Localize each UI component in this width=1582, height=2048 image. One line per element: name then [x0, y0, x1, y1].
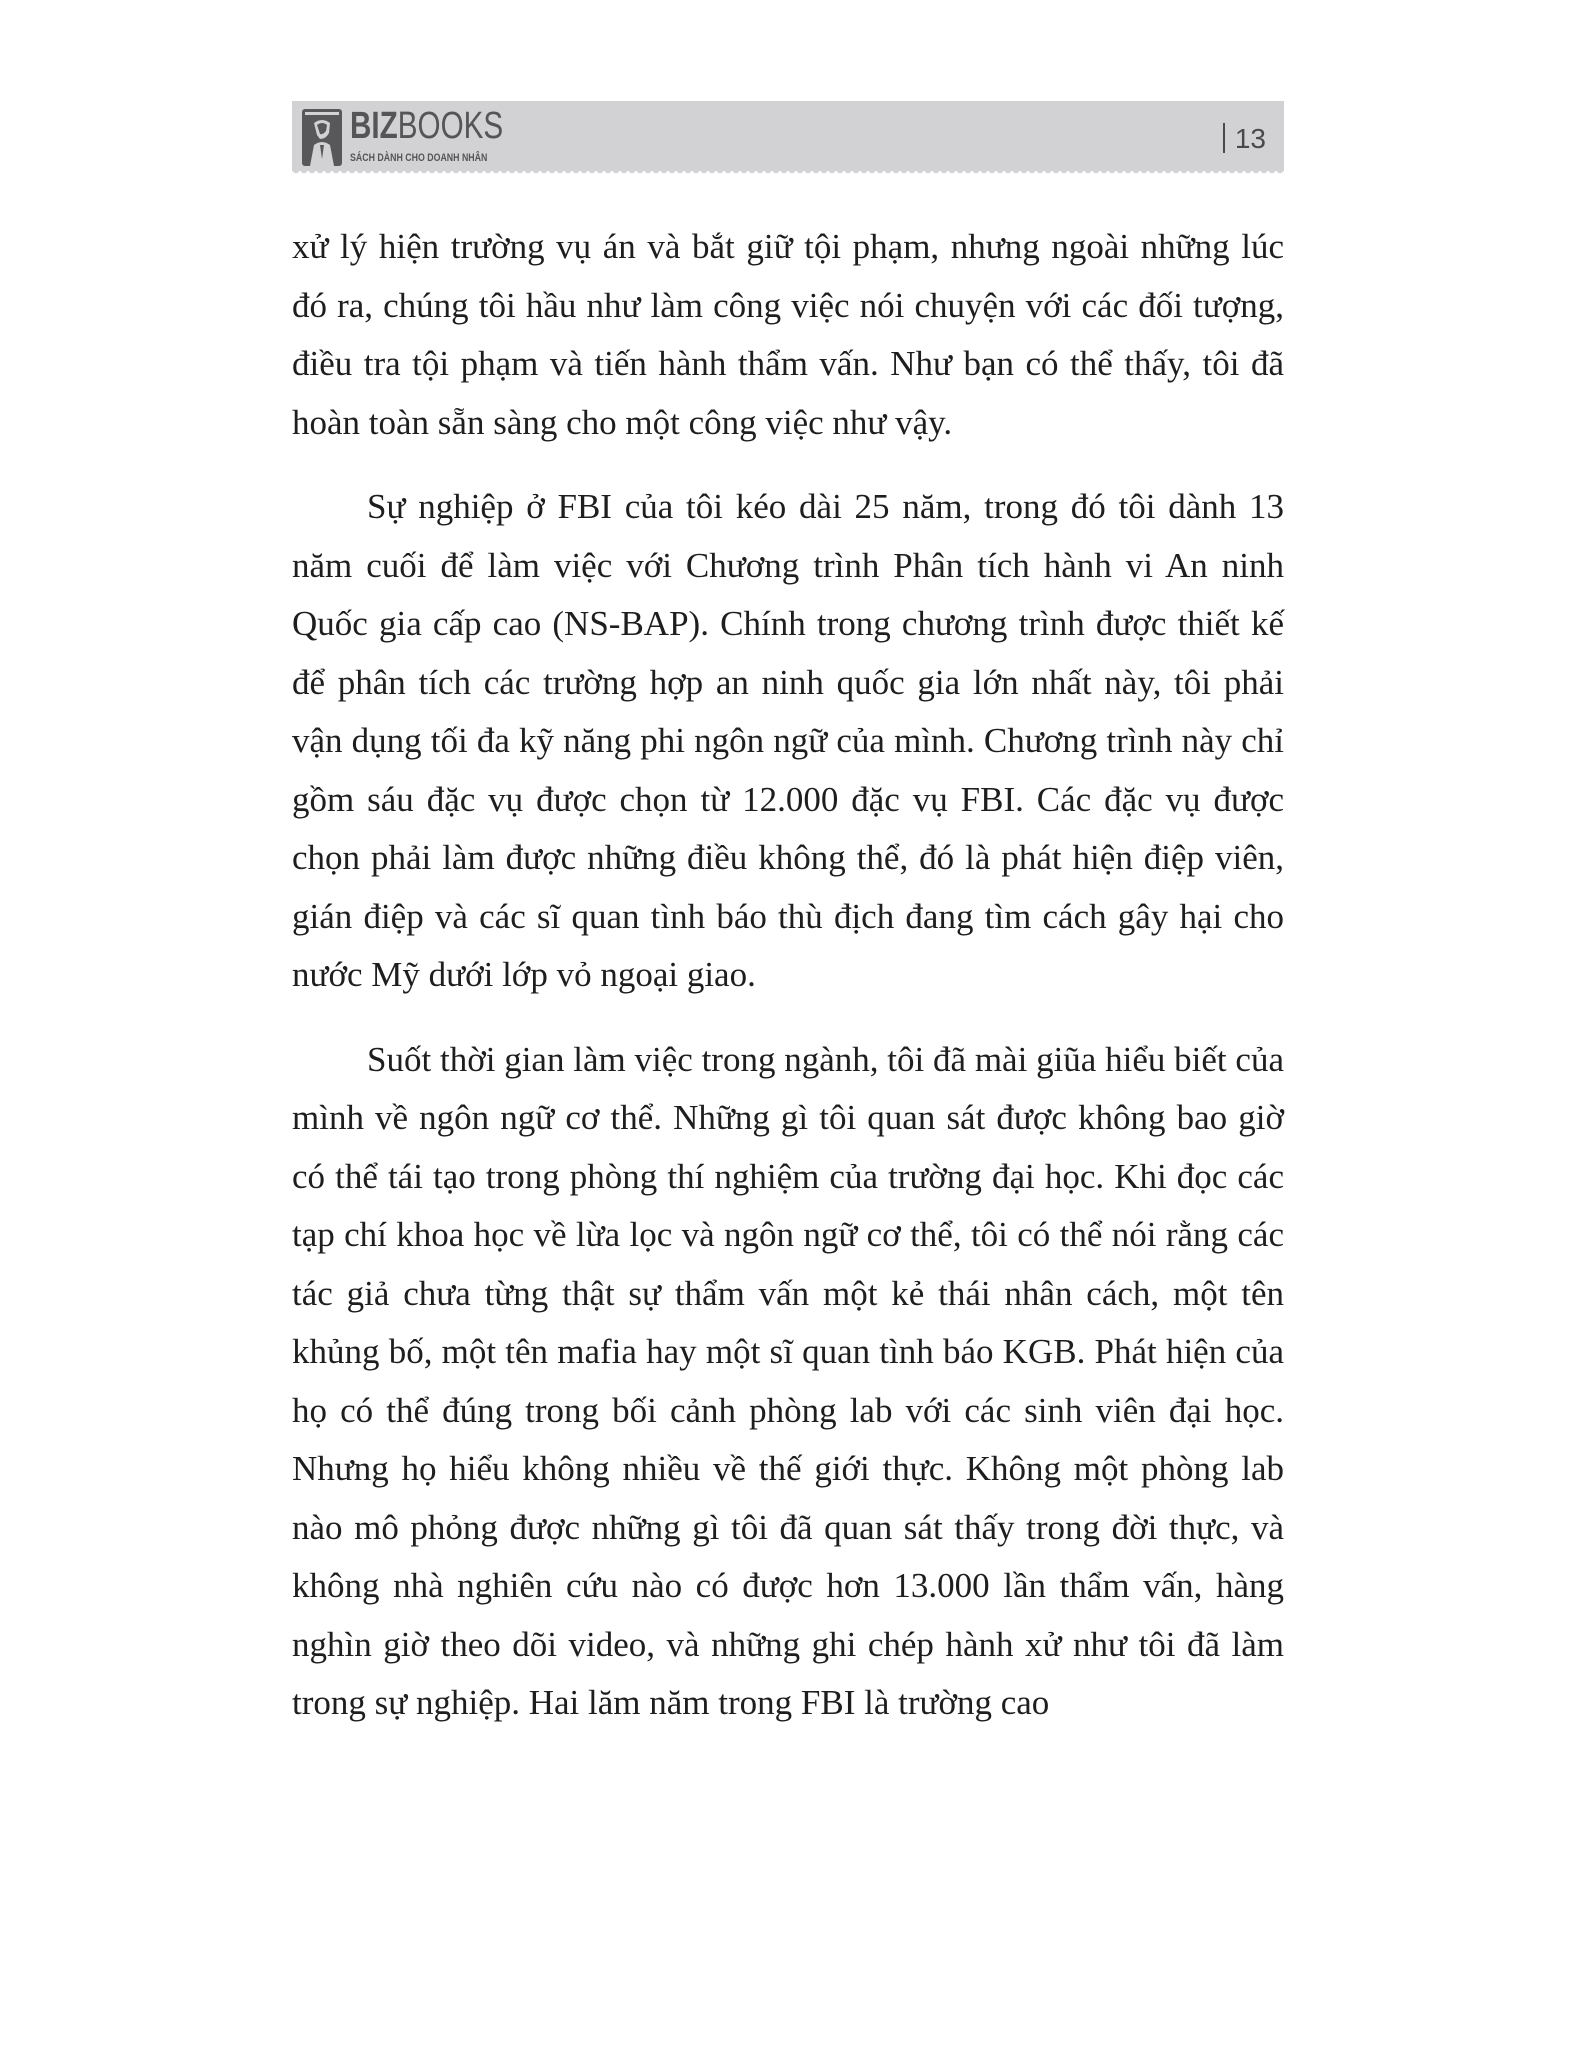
separator-bar [1223, 123, 1225, 153]
running-header [292, 101, 1284, 171]
bizbooks-logo-icon [302, 109, 342, 166]
page-number: 13 [1223, 123, 1266, 154]
page-body [292, 218, 1284, 1759]
paragraph: Sự nghiệp ở FBI của tôi kéo dài 25 năm, trong đó tôi dành 13 năm cuối để làm việc với Chương trình Phân tích hành vi An ninh Quốc gia cấp cao (NS-BAP). Chính trong chương trình được thiết kế để phân tích các trường hợp an ninh quốc gia lớn nhất này, tôi phải vận dụng tối đa kỹ năng phi ngôn ngữ của mình. Chương trình này chỉ gồm sáu đặc vụ được chọn từ 12.000 đặc vụ FBI. Các đặc vụ được chọn phải làm được những điều không thể, đó là phát hiện điệp viên, gián điệp và các sĩ quan tình báo thù địch đang tìm cách gây hại cho nước Mỹ dưới lớp vỏ ngoại giao. [292, 487, 1284, 994]
paragraph: Suốt thời gian làm việc trong ngành, tôi đã mài giũa hiểu biết của mình về ngôn ngữ cơ thể. Những gì tôi quan sát được không bao giờ có thể tái tạo trong phòng thí nghiệm của trường đại học. Khi đọc các tạp chí khoa học về lừa lọc và ngôn ngữ cơ thể, tôi có thể nói rằng các tác giả chưa từng thật sự thẩm vấn một kẻ thái nhân cách, một tên khủng bố, một tên mafia hay một sĩ quan tình báo KGB. Phát hiện của họ có thể đúng trong bối cảnh phòng lab với các sinh viên đại học. Nhưng họ hiểu không nhiều về thế giới thực. Không một phòng lab nào mô phỏng được những gì tôi đã quan sát thấy trong đời thực, và không nhà nghiên cứu nào có được hơn 13.000 lần thẩm vấn, hàng nghìn giờ theo dõi video, và những ghi chép hành xử như tôi đã làm trong sự nghiệp. Hai lăm năm trong FBI là trường cao [292, 1039, 1284, 1722]
paragraph-continuation: xử lý hiện trường vụ án và bắt giữ tội phạm, nhưng ngoài những lúc đó ra, chúng tôi hầu như làm công việc nói chuyện với các đối tượng, điều tra tội phạm và tiến hành thẩm vấn. Như bạn có thể thấy, tôi đã hoàn toàn sẵn sàng cho một công việc như vậy. [292, 227, 1284, 442]
brand-name: BIZBOOKS [350, 105, 504, 147]
brand-tagline: SÁCH DÀNH CHO DOANH NHÂN [350, 152, 488, 164]
